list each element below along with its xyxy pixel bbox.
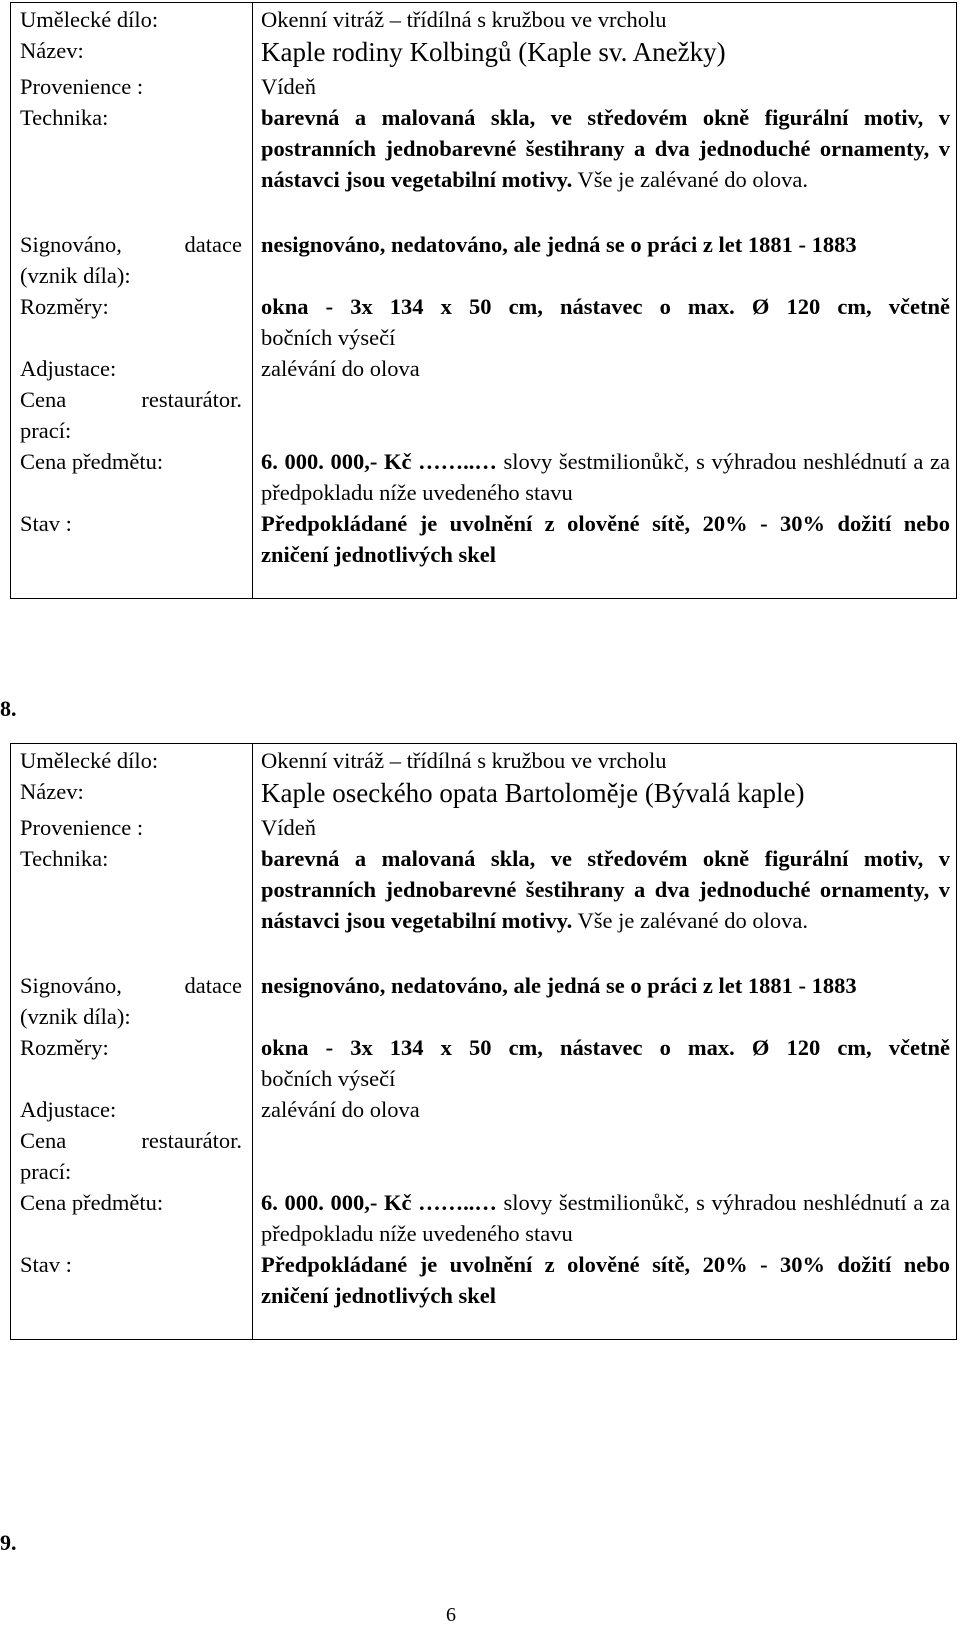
label-cena-restaurator-line1: Cena restaurátor. bbox=[20, 1128, 242, 1153]
label-umelecke-dilo: Umělecké dílo: bbox=[20, 748, 159, 773]
value-nazev: Kaple oseckého opata Bartoloměje (Bývalá kaple) bbox=[261, 778, 805, 808]
label-cena-predmetu: Cena předmětu: bbox=[20, 1190, 164, 1215]
value-signovano: nesignováno, nedatováno, ale jedná se o práci z let 1881 - 1883 bbox=[261, 973, 857, 998]
technika-bold: barevná a malovaná skla, ve středovém okně figurální motiv, v postranních jednobarevné šestihrany a dva jednoduché ornamenty, v nástavci jsou vegetabilní motivy. bbox=[261, 846, 950, 934]
label-nazev: Název: bbox=[20, 38, 84, 63]
record-2 bbox=[10, 743, 957, 1340]
label-cena-restaurator bbox=[20, 384, 242, 446]
label-adjustace: Adjustace: bbox=[20, 356, 117, 381]
value-stav: Předpokládané je uvolnění z olověné sítě, 20% - 30% dožití nebo zničení jednotlivých skel bbox=[261, 1252, 950, 1309]
technika-bold: barevná a malovaná skla, ve středovém okně figurální motiv, v postranních jednobarevné šestihrany a dva jednoduché ornamenty, v nástavci jsou vegetabilní motivy. bbox=[261, 105, 950, 193]
value-rozmery bbox=[261, 291, 950, 353]
value-rozmery bbox=[261, 1032, 950, 1094]
label-provenience: Provenience : bbox=[20, 815, 144, 840]
label-signovano-line2: (vznik díla): bbox=[20, 263, 131, 289]
label-adjustace: Adjustace: bbox=[20, 1097, 117, 1122]
cena-predmetu-normal: slovy šestmilionůkč, s výhradou neshlédnutí a za předpokladu níže uvedeného stavu bbox=[261, 1190, 950, 1247]
section-number-8: 8. bbox=[0, 696, 17, 721]
section-number-9: 9. bbox=[0, 1530, 17, 1555]
label-provenience: Provenience : bbox=[20, 74, 144, 99]
value-adjustace: zalévání do olova bbox=[261, 1097, 420, 1122]
label-cena-restaurator bbox=[20, 1125, 242, 1187]
cena-predmetu-normal: slovy šestmilionůkč, s výhradou neshlédnutí a za předpokladu níže uvedeného stavu bbox=[261, 449, 950, 506]
label-cena-restaurator-line2: prací: bbox=[20, 1159, 72, 1185]
value-signovano: nesignováno, nedatováno, ale jedná se o práci z let 1881 - 1883 bbox=[261, 232, 857, 257]
value-umelecke-dilo: Okenní vitráž – třídílná s kružbou ve vrcholu bbox=[261, 748, 667, 773]
value-stav: Předpokládané je uvolnění z olověné sítě, 20% - 30% dožití nebo zničení jednotlivých skel bbox=[261, 511, 950, 568]
cena-predmetu-bold: 6. 000. 000,- Kč ……..… bbox=[261, 449, 497, 474]
label-cena-restaurator-line1: Cena restaurátor. bbox=[20, 387, 242, 412]
label-stav: Stav : bbox=[20, 511, 72, 536]
label-stav: Stav : bbox=[20, 1252, 72, 1277]
technika-normal: Vše je zalévané do olova. bbox=[577, 167, 809, 193]
label-signovano bbox=[20, 970, 242, 1032]
label-technika: Technika: bbox=[20, 105, 109, 130]
record-1 bbox=[10, 2, 957, 599]
value-provenience: Vídeň bbox=[261, 815, 316, 840]
column-divider bbox=[252, 744, 253, 1339]
value-technika bbox=[261, 102, 950, 196]
cena-predmetu-bold: 6. 000. 000,- Kč ……..… bbox=[261, 1190, 497, 1215]
rozmery-normal: bočních výsečí bbox=[261, 325, 396, 351]
value-cena-predmetu bbox=[261, 446, 950, 508]
value-technika bbox=[261, 843, 950, 937]
value-cena-predmetu bbox=[261, 1187, 950, 1249]
value-nazev: Kaple rodiny Kolbingů (Kaple sv. Anežky) bbox=[261, 37, 726, 67]
label-technika: Technika: bbox=[20, 846, 109, 871]
label-signovano bbox=[20, 229, 242, 291]
label-cena-predmetu: Cena předmětu: bbox=[20, 449, 164, 474]
label-rozmery: Rozměry: bbox=[20, 294, 109, 319]
label-nazev: Název: bbox=[20, 779, 84, 804]
value-umelecke-dilo: Okenní vitráž – třídílná s kružbou ve vrcholu bbox=[261, 7, 667, 32]
label-umelecke-dilo: Umělecké dílo: bbox=[20, 7, 159, 32]
label-rozmery: Rozměry: bbox=[20, 1035, 109, 1060]
technika-normal: Vše je zalévané do olova. bbox=[577, 908, 809, 934]
value-adjustace: zalévání do olova bbox=[261, 356, 420, 381]
label-signovano-line1: Signováno, datace bbox=[20, 973, 242, 998]
column-divider bbox=[252, 3, 253, 598]
label-signovano-line2: (vznik díla): bbox=[20, 1004, 131, 1030]
label-cena-restaurator-line2: prací: bbox=[20, 418, 72, 444]
rozmery-bold: okna - 3x 134 x 50 cm, nástavec o max. Ø 120 cm, včetně bbox=[261, 1035, 950, 1060]
rozmery-bold: okna - 3x 134 x 50 cm, nástavec o max. Ø 120 cm, včetně bbox=[261, 294, 950, 319]
value-provenience: Vídeň bbox=[261, 74, 316, 99]
rozmery-normal: bočních výsečí bbox=[261, 1066, 396, 1092]
page-number: 6 bbox=[446, 1604, 456, 1626]
label-signovano-line1: Signováno, datace bbox=[20, 232, 242, 257]
